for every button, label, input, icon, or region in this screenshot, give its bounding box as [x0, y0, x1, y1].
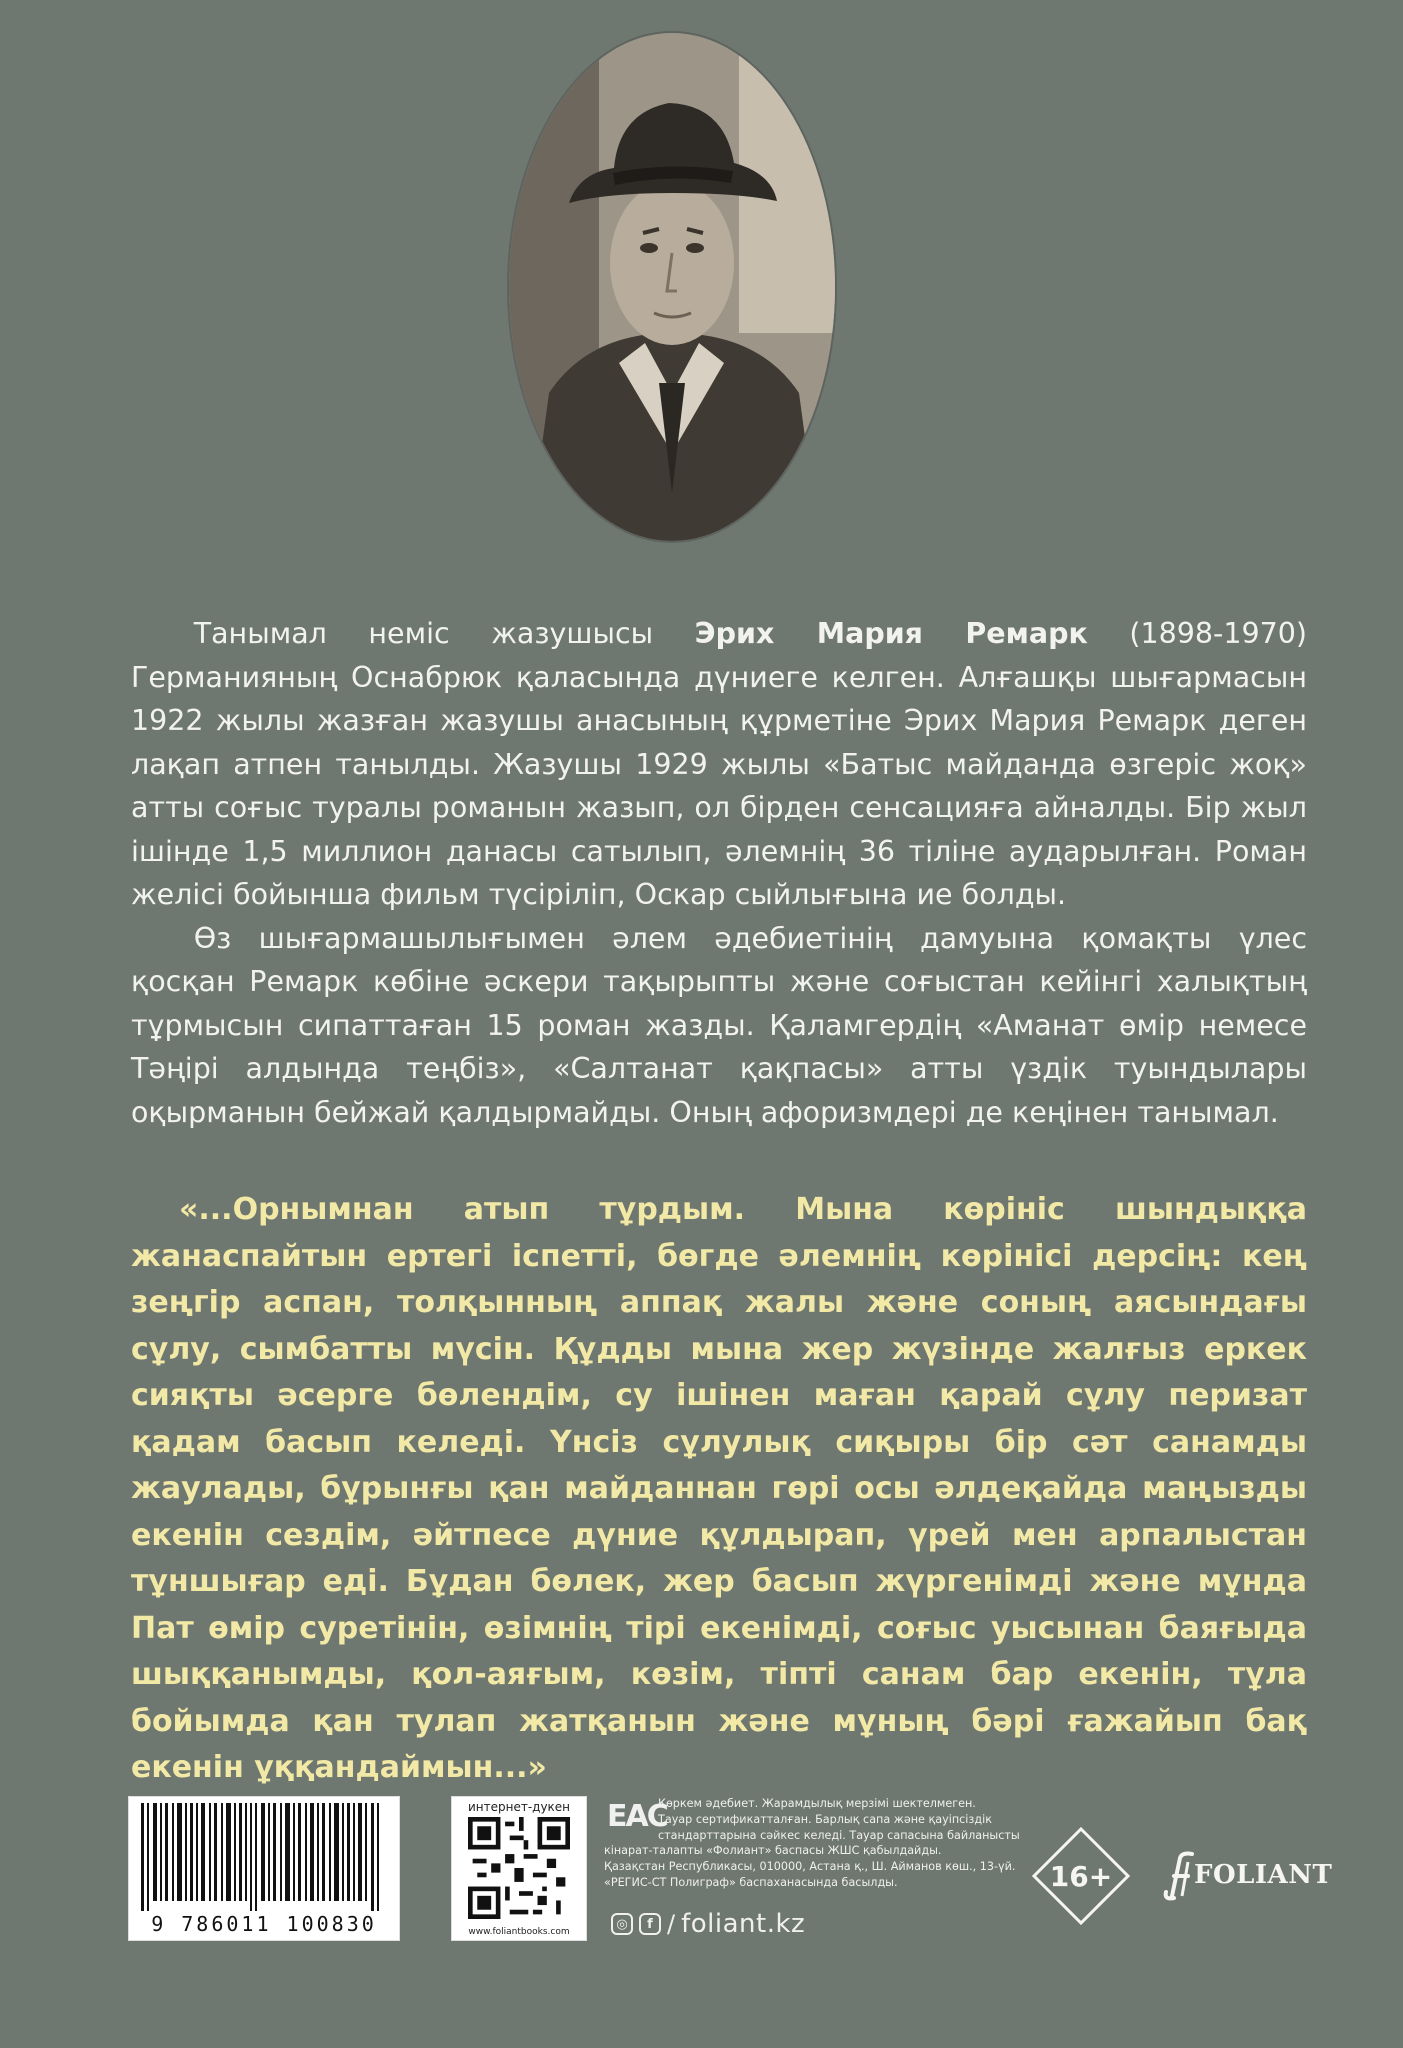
eac-mark: EAC — [607, 1799, 667, 1834]
qr-code-icon — [464, 1817, 574, 1919]
age-rating-badge — [1031, 1826, 1131, 1926]
instagram-icon[interactable]: ◎ — [611, 1913, 633, 1935]
isbn-barcode — [128, 1796, 400, 1941]
book-excerpt-quote — [131, 1187, 1307, 1792]
logo-text: FOLIANT — [1194, 1860, 1333, 1890]
author-biography — [131, 612, 1307, 1134]
qr-top-label: интернет-дукен — [467, 1800, 571, 1814]
qr-code-panel[interactable] — [451, 1796, 587, 1941]
bio-text: Танымал неміс жазушысы — [193, 617, 695, 650]
legal-info — [604, 1796, 1024, 1891]
legal-line: Тауар сертификатталған. Барлық сапа және қауіпсіздік — [658, 1812, 992, 1826]
isbn-number: 9 786011 100830 — [151, 1912, 377, 1936]
bio-paragraph-2: Өз шығармашылығымен әлем әдебиетінің дамуына қомақты үлес қосқан Ремарк көбіне әскери тақырыпты және соғыстан кейінгі халықтың тұрмысын сипаттаған 15 роман жазды. Қаламгердің «Аманат өмір немесе Тәңірі алдында теңбіз», «Салтанат қақпасы» атты үздік туындылары оқырманын бейжай қалдырмайды. Оның афоризмдері де кеңінен танымал. — [131, 921, 1307, 1129]
social-links — [611, 1910, 805, 1938]
author-photo-illustration — [509, 33, 835, 541]
legal-line: стандарттарына сәйкес келеді. Тауар сапасына байланысты — [658, 1828, 1020, 1842]
publisher-logo — [1160, 1848, 1333, 1904]
quote-text: «...Орнымнан атып тұрдым. Мына көрініс шындыққа жанаспайтын ертегі іспетті, бөгде әлемнің көрінісі дерсің: кең зеңгір аспан, толқынның аппақ жалы және соның аясындағы сұлу, сымбатты мүсін. Құдды мына жер жүзінде жалғыз еркек сияқты әсерге бөлендім, су ішінен маған қарай сұлу перизат қадам басып келеді. Үнсіз сұлулық сиқыры бір сәт санамды жаулады, бұрынғы қан майданнан гөрі осы әлдеқайда маңызды екенін сездім, әйтпесе дүние құлдырап, үрей мен арпалыстан тұншығар еді. Бұдан бөлек, жер басып жүргенімді және мұнда Пат өмір суретінін, өзімнің тірі екенімді, соғыс уысынан баяғыда шыққанымды, қол-аяғым, көзім, тіпті санам бар екенін, тұла бойымда қан тулап жатқанын және мұның бәрі ғажайып бақ екенін ұққандаймын...» — [131, 1192, 1307, 1785]
bio-text: (1898-1970) Германияның Оснабрюк қаласында дүниеге келген. Алғашқы шығармасын 1922 жылы жазған жазушы анасының құрметіне Эрих Мария Ремарк деген лақап атпен танылды. Жазушы 1929 жылы «Батыс майданда өзгеріс жоқ» атты соғыс туралы романын жазып, ол бірден сенсацияға айналды. Бір жыл ішінде 1,5 миллион данасы сатылып, әлемнің 36 тіліне аударылған. Роман желісі бойынша фильм түсіріліп, Оскар сыйлығына ие болды. — [131, 617, 1307, 911]
legal-line: Көркем әдебиет. Жарамдылық мерзімі шектелмеген. — [658, 1797, 976, 1810]
age-rating-label: 16+ — [1049, 1859, 1113, 1893]
legal-line: кінарат-талапты «Фолиант» баспасы ЖШС қабылдайды. — [604, 1844, 942, 1858]
bio-paragraph-1 — [131, 612, 1307, 917]
author-portrait — [509, 33, 835, 541]
author-name: Эрих Мария Ремарк — [694, 617, 1088, 650]
legal-line: Қазақстан Республикасы, 010000, Астана қ., Ш. Айманов көш., 13-үй. — [604, 1860, 1016, 1874]
legal-line: «РЕГИС-СТ Полиграф» баспаханасында басылды. — [604, 1875, 898, 1889]
social-separator: / — [667, 1910, 676, 1938]
website-link[interactable]: foliant.kz — [681, 1909, 806, 1939]
barcode-icon — [139, 1803, 389, 1911]
qr-bottom-label: www.foliantbooks.com — [468, 1927, 570, 1937]
facebook-icon[interactable]: f — [639, 1913, 661, 1935]
